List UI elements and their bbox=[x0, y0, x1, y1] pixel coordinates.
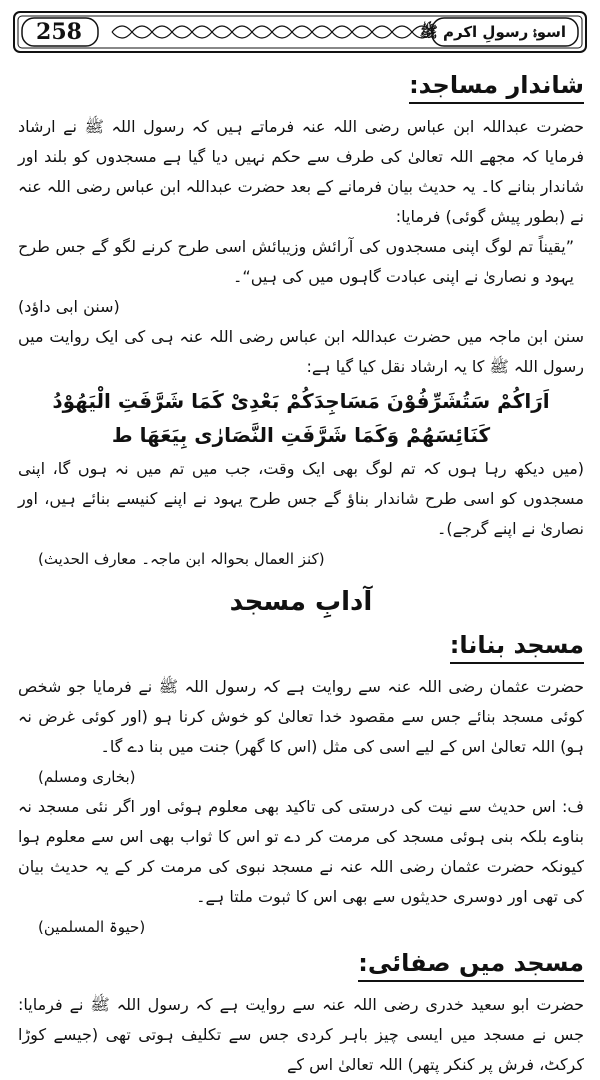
section-heading-grand-mosques: شاندار مساجد: bbox=[409, 68, 584, 104]
page-header bbox=[12, 10, 588, 54]
book-title: اسوۂ رسولِ اکرم ﷺ bbox=[419, 23, 566, 41]
chapter-heading: آدابِ مسجد bbox=[229, 587, 373, 617]
section-heading-building-mosque: مسجد بنانا: bbox=[450, 628, 584, 664]
page-number: 258 bbox=[36, 19, 82, 45]
paragraph: حضرت عثمان رضی اللہ عنہ سے روایت ہے کہ رسول اللہ ﷺ نے فرمایا جو شخص کوئی مسجد بنائے جس سے مقصود خدا تعالیٰ کو خوش کرنا ہو (اور کوئی غرض نہ ہو) اللہ تعالیٰ اس کے لیے اسی کی مثل (اس کا گھر) جنت میں بنا دے گا۔ bbox=[18, 677, 584, 756]
translation: (میں دیکھ رہا ہوں کہ تم لوگ بھی ایک وقت، جب میں تم میں نہ ہوں گا، اپنی مسجدوں کو اسی طرح شاندار بناؤ گے جس طرح یہود نے اپنے کنیسے بنائے ہیں، اور نصاریٰ نے اپنے گرجے)۔ bbox=[18, 459, 584, 538]
reference: (سنن ابی داؤد) bbox=[18, 297, 120, 316]
quote: ”یقیناً تم لوگ اپنی مسجدوں کی آرائش وزیبائش اسی طرح کرنے لگو گے جس طرح یہود و نصاریٰ نے اپنی عبادت گاہوں میں کی ہیں“۔ bbox=[18, 237, 574, 286]
page-body bbox=[18, 58, 584, 1080]
reference: (بخاری ومسلم) bbox=[38, 768, 136, 786]
arabic-hadith-text: اَرَاكُمْ سَتُشَرِّفُوْنَ مَسَاجِدَكُمْ بَعْدِىْ كَمَا شَرَّفَتِ الْيَهُوْدُ كَنَائِسَهُمْ وَكَمَا شَرَّفَتِ النَّصَارٰى بِيَعَهَا ط bbox=[52, 389, 550, 447]
reference: (کنز العمال بحوالہ ابن ماجہ۔ معارف الحدیث) bbox=[38, 550, 325, 568]
reference: (حیوۃ المسلمین) bbox=[38, 918, 146, 936]
paragraph: سنن ابن ماجہ میں حضرت عبداللہ ابن عباس رضی اللہ عنہ ہی کی ایک روایت میں رسول اللہ ﷺ کا یہ ارشاد نقل کیا گیا ہے: bbox=[18, 327, 584, 376]
paragraph: ف: اس حدیث سے نیت کی درستی کی تاکید بھی معلوم ہوئی اور اگر نئی مسجد نہ بناوے بلکہ بنی ہوئی مسجد کی مرمت کر دے تو اس کا ثواب بھی اس سے معلوم ہوا کیونکہ حضرت عثمان رضی اللہ عنہ نے مسجد نبوی کی مرمت کر کے یہ حدیث بیان کی تھی اور دوسری حدیثوں سے بھی اس کا ثبوت ملتا ہے۔ bbox=[18, 797, 584, 906]
paragraph: حضرت ابو سعید خدری رضی اللہ عنہ سے روایت ہے کہ رسول اللہ ﷺ نے فرمایا: جس نے مسجد میں ایسی چیز باہر کردی جس سے تکلیف ہوتی تھی (جیسے کوڑا کرکٹ، فرش پر کنکر پتھر) اللہ تعالیٰ اس کے bbox=[18, 995, 584, 1074]
section-heading-mosque-cleanliness: مسجد میں صفائی: bbox=[358, 946, 584, 982]
paragraph: حضرت عبداللہ ابن عباس رضی اللہ عنہ فرماتے ہیں کہ رسول اللہ ﷺ نے ارشاد فرمایا کہ مجھے اللہ تعالیٰ کی طرف سے حکم نہیں دیا گیا ہے مسجدوں کو بلند اور شاندار بنانے کا۔ یہ حدیث بیان فرمانے کے بعد حضرت عبداللہ ابن عباس رضی اللہ عنہ نے (بطور پیش گوئی) فرمایا: bbox=[18, 117, 584, 226]
